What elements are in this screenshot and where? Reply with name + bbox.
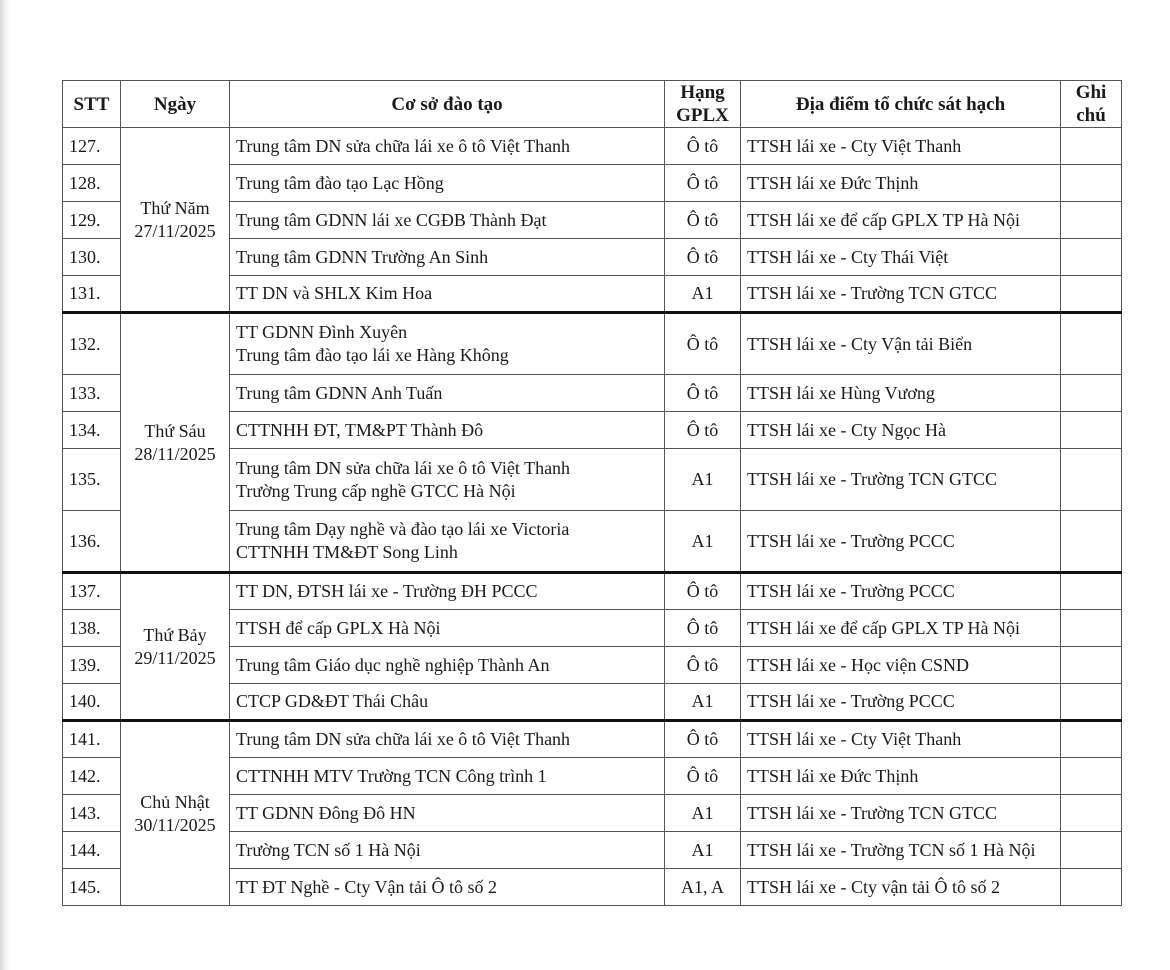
row-note: [1061, 573, 1122, 610]
row-note: [1061, 239, 1122, 276]
row-license-class: A1: [665, 449, 741, 511]
row-stt: 133.: [63, 375, 121, 412]
facility-name: Trung tâm đào tạo Lạc Hồng: [236, 172, 444, 193]
row-facility: [230, 832, 665, 869]
row-venue: TTSH lái xe - Trường TCN GTCC: [741, 276, 1061, 313]
row-stt: 138.: [63, 610, 121, 647]
row-venue: TTSH lái xe - Cty vận tải Ô tô số 2: [741, 869, 1061, 906]
facility-name: TT ĐT Nghề - Cty Vận tải Ô tô số 2: [236, 876, 497, 897]
header-day: Ngày: [121, 81, 230, 128]
day-date: 29/11/2025: [134, 647, 216, 668]
day-cell: [121, 128, 230, 313]
row-stt: 135.: [63, 449, 121, 511]
row-stt: 142.: [63, 758, 121, 795]
row-venue: TTSH lái xe - Trường PCCC: [741, 684, 1061, 721]
facility-name: TT GDNN Đông Đô HN: [236, 802, 416, 823]
row-stt: 131.: [63, 276, 121, 313]
facility-name: Trung tâm DN sửa chữa lái xe ô tô Việt Thanh: [236, 135, 571, 156]
header-stt: STT: [63, 81, 121, 128]
row-stt: 144.: [63, 832, 121, 869]
row-facility: [230, 869, 665, 906]
row-stt: 134.: [63, 412, 121, 449]
row-venue: TTSH lái xe - Cty Vận tải Biển: [741, 313, 1061, 375]
row-note: [1061, 721, 1122, 758]
row-stt: 136.: [63, 511, 121, 573]
day-date: 28/11/2025: [134, 443, 216, 464]
row-license-class: Ô tô: [665, 721, 741, 758]
header-license-class-line2: GPLX: [676, 105, 729, 126]
row-stt: 139.: [63, 647, 121, 684]
table-header-row: [63, 81, 1122, 128]
facility-name: CTTNHH TM&ĐT Song Linh: [236, 542, 458, 562]
row-note: [1061, 202, 1122, 239]
row-license-class: A1: [665, 511, 741, 573]
row-facility: [230, 721, 665, 758]
header-license-class-line1: Hạng: [680, 82, 725, 103]
row-note: [1061, 128, 1122, 165]
facility-name: TT GDNN Đình Xuyên: [236, 322, 408, 342]
row-note: [1061, 276, 1122, 313]
facility-name: Trung tâm GDNN Trường An Sinh: [236, 246, 489, 267]
row-facility: [230, 573, 665, 610]
row-facility: [230, 276, 665, 313]
day-cell: [121, 721, 230, 906]
row-venue: TTSH lái xe Đức Thịnh: [741, 165, 1061, 202]
row-stt: 127.: [63, 128, 121, 165]
header-facility: Cơ sở đào tạo: [230, 81, 665, 128]
row-license-class: A1: [665, 684, 741, 721]
header-venue: Địa điểm tổ chức sát hạch: [741, 81, 1061, 128]
row-license-class: Ô tô: [665, 758, 741, 795]
row-facility: [230, 511, 665, 573]
row-license-class: Ô tô: [665, 165, 741, 202]
row-facility: [230, 128, 665, 165]
day-name: Thứ Năm: [140, 197, 210, 218]
row-venue: TTSH lái xe - Trường PCCC: [741, 573, 1061, 610]
row-venue: TTSH lái xe - Trường TCN GTCC: [741, 795, 1061, 832]
row-facility: [230, 313, 665, 375]
facility-name: Trung tâm Giáo dục nghề nghiệp Thành An: [236, 654, 550, 675]
row-license-class: Ô tô: [665, 573, 741, 610]
row-venue: TTSH lái xe - Cty Thái Việt: [741, 239, 1061, 276]
row-license-class: Ô tô: [665, 202, 741, 239]
row-license-class: Ô tô: [665, 647, 741, 684]
row-venue: TTSH lái xe - Trường TCN số 1 Hà Nội: [741, 832, 1061, 869]
row-facility: [230, 610, 665, 647]
row-facility: [230, 647, 665, 684]
row-facility: [230, 239, 665, 276]
row-venue: TTSH lái xe Hùng Vương: [741, 375, 1061, 412]
row-license-class: Ô tô: [665, 313, 741, 375]
row-note: [1061, 610, 1122, 647]
row-license-class: Ô tô: [665, 128, 741, 165]
row-note: [1061, 511, 1122, 573]
row-facility: [230, 449, 665, 511]
row-venue: TTSH lái xe - Học viện CSND: [741, 647, 1061, 684]
row-facility: [230, 684, 665, 721]
day-cell: [121, 313, 230, 573]
row-note: [1061, 647, 1122, 684]
row-stt: 130.: [63, 239, 121, 276]
facility-name: Trường Trung cấp nghề GTCC Hà Nội: [236, 480, 516, 501]
day-cell: [121, 573, 230, 721]
day-date: 30/11/2025: [134, 814, 216, 835]
page-edge-shadow: [0, 0, 10, 970]
row-license-class: Ô tô: [665, 239, 741, 276]
row-venue: TTSH lái xe - Cty Ngọc Hà: [741, 412, 1061, 449]
row-facility: [230, 202, 665, 239]
row-license-class: Ô tô: [665, 610, 741, 647]
table-row: [63, 573, 1122, 610]
row-note: [1061, 832, 1122, 869]
facility-name: TT DN, ĐTSH lái xe - Trường ĐH PCCC: [236, 581, 538, 601]
row-license-class: Ô tô: [665, 375, 741, 412]
facility-name: CTTNHH ĐT, TM&PT Thành Đô: [236, 419, 484, 440]
row-venue: TTSH lái xe Đức Thịnh: [741, 758, 1061, 795]
facility-name: Trung tâm GDNN lái xe CGĐB Thành Đạt: [236, 209, 547, 230]
row-stt: 132.: [63, 313, 121, 375]
row-stt: 128.: [63, 165, 121, 202]
header-license-class: [665, 81, 741, 128]
header-note-line2: chú: [1076, 105, 1106, 126]
row-venue: TTSH lái xe - Cty Việt Thanh: [741, 128, 1061, 165]
table-row: [63, 721, 1122, 758]
row-venue: TTSH lái xe để cấp GPLX TP Hà Nội: [741, 610, 1061, 647]
row-facility: [230, 795, 665, 832]
row-license-class: A1: [665, 276, 741, 313]
row-note: [1061, 795, 1122, 832]
facility-name: Trung tâm GDNN Anh Tuấn: [236, 382, 443, 403]
row-stt: 141.: [63, 721, 121, 758]
row-venue: TTSH lái xe - Trường TCN GTCC: [741, 449, 1061, 511]
row-note: [1061, 412, 1122, 449]
row-note: [1061, 684, 1122, 721]
row-venue: TTSH lái xe - Cty Việt Thanh: [741, 721, 1061, 758]
day-name: Thứ Sáu: [144, 420, 206, 441]
row-stt: 140.: [63, 684, 121, 721]
table-row: [63, 128, 1122, 165]
row-stt: 129.: [63, 202, 121, 239]
facility-name: CTCP GD&ĐT Thái Châu: [236, 691, 429, 711]
facility-name: Trung tâm Dạy nghề và đào tạo lái xe Victoria: [236, 519, 570, 539]
header-note: [1061, 81, 1122, 128]
facility-name: Trường TCN số 1 Hà Nội: [236, 839, 421, 860]
row-license-class: Ô tô: [665, 412, 741, 449]
day-date: 27/11/2025: [134, 220, 216, 241]
row-venue: TTSH lái xe - Trường PCCC: [741, 511, 1061, 573]
row-note: [1061, 375, 1122, 412]
row-license-class: A1, A: [665, 869, 741, 906]
facility-name: CTTNHH MTV Trường TCN Công trình 1: [236, 765, 547, 786]
row-facility: [230, 165, 665, 202]
row-stt: 137.: [63, 573, 121, 610]
row-note: [1061, 449, 1122, 511]
facility-name: TT DN và SHLX Kim Hoa: [236, 283, 433, 303]
day-name: Thứ Bảy: [143, 624, 207, 645]
table-row: [63, 313, 1122, 375]
row-venue: TTSH lái xe để cấp GPLX TP Hà Nội: [741, 202, 1061, 239]
row-facility: [230, 375, 665, 412]
table-body: [63, 128, 1122, 906]
facility-name: Trung tâm đào tạo lái xe Hàng Không: [236, 345, 509, 365]
exam-schedule-table: [62, 80, 1122, 906]
facility-name: TTSH để cấp GPLX Hà Nội: [236, 617, 441, 638]
facility-name: Trung tâm DN sửa chữa lái xe ô tô Việt Thanh: [236, 457, 571, 478]
row-facility: [230, 412, 665, 449]
row-stt: 145.: [63, 869, 121, 906]
day-name: Chủ Nhật: [140, 791, 210, 812]
row-stt: 143.: [63, 795, 121, 832]
row-license-class: A1: [665, 795, 741, 832]
row-license-class: A1: [665, 832, 741, 869]
row-note: [1061, 758, 1122, 795]
header-note-line1: Ghi: [1075, 82, 1107, 103]
row-note: [1061, 165, 1122, 202]
row-note: [1061, 869, 1122, 906]
row-note: [1061, 313, 1122, 375]
row-facility: [230, 758, 665, 795]
facility-name: Trung tâm DN sửa chữa lái xe ô tô Việt Thanh: [236, 729, 571, 749]
